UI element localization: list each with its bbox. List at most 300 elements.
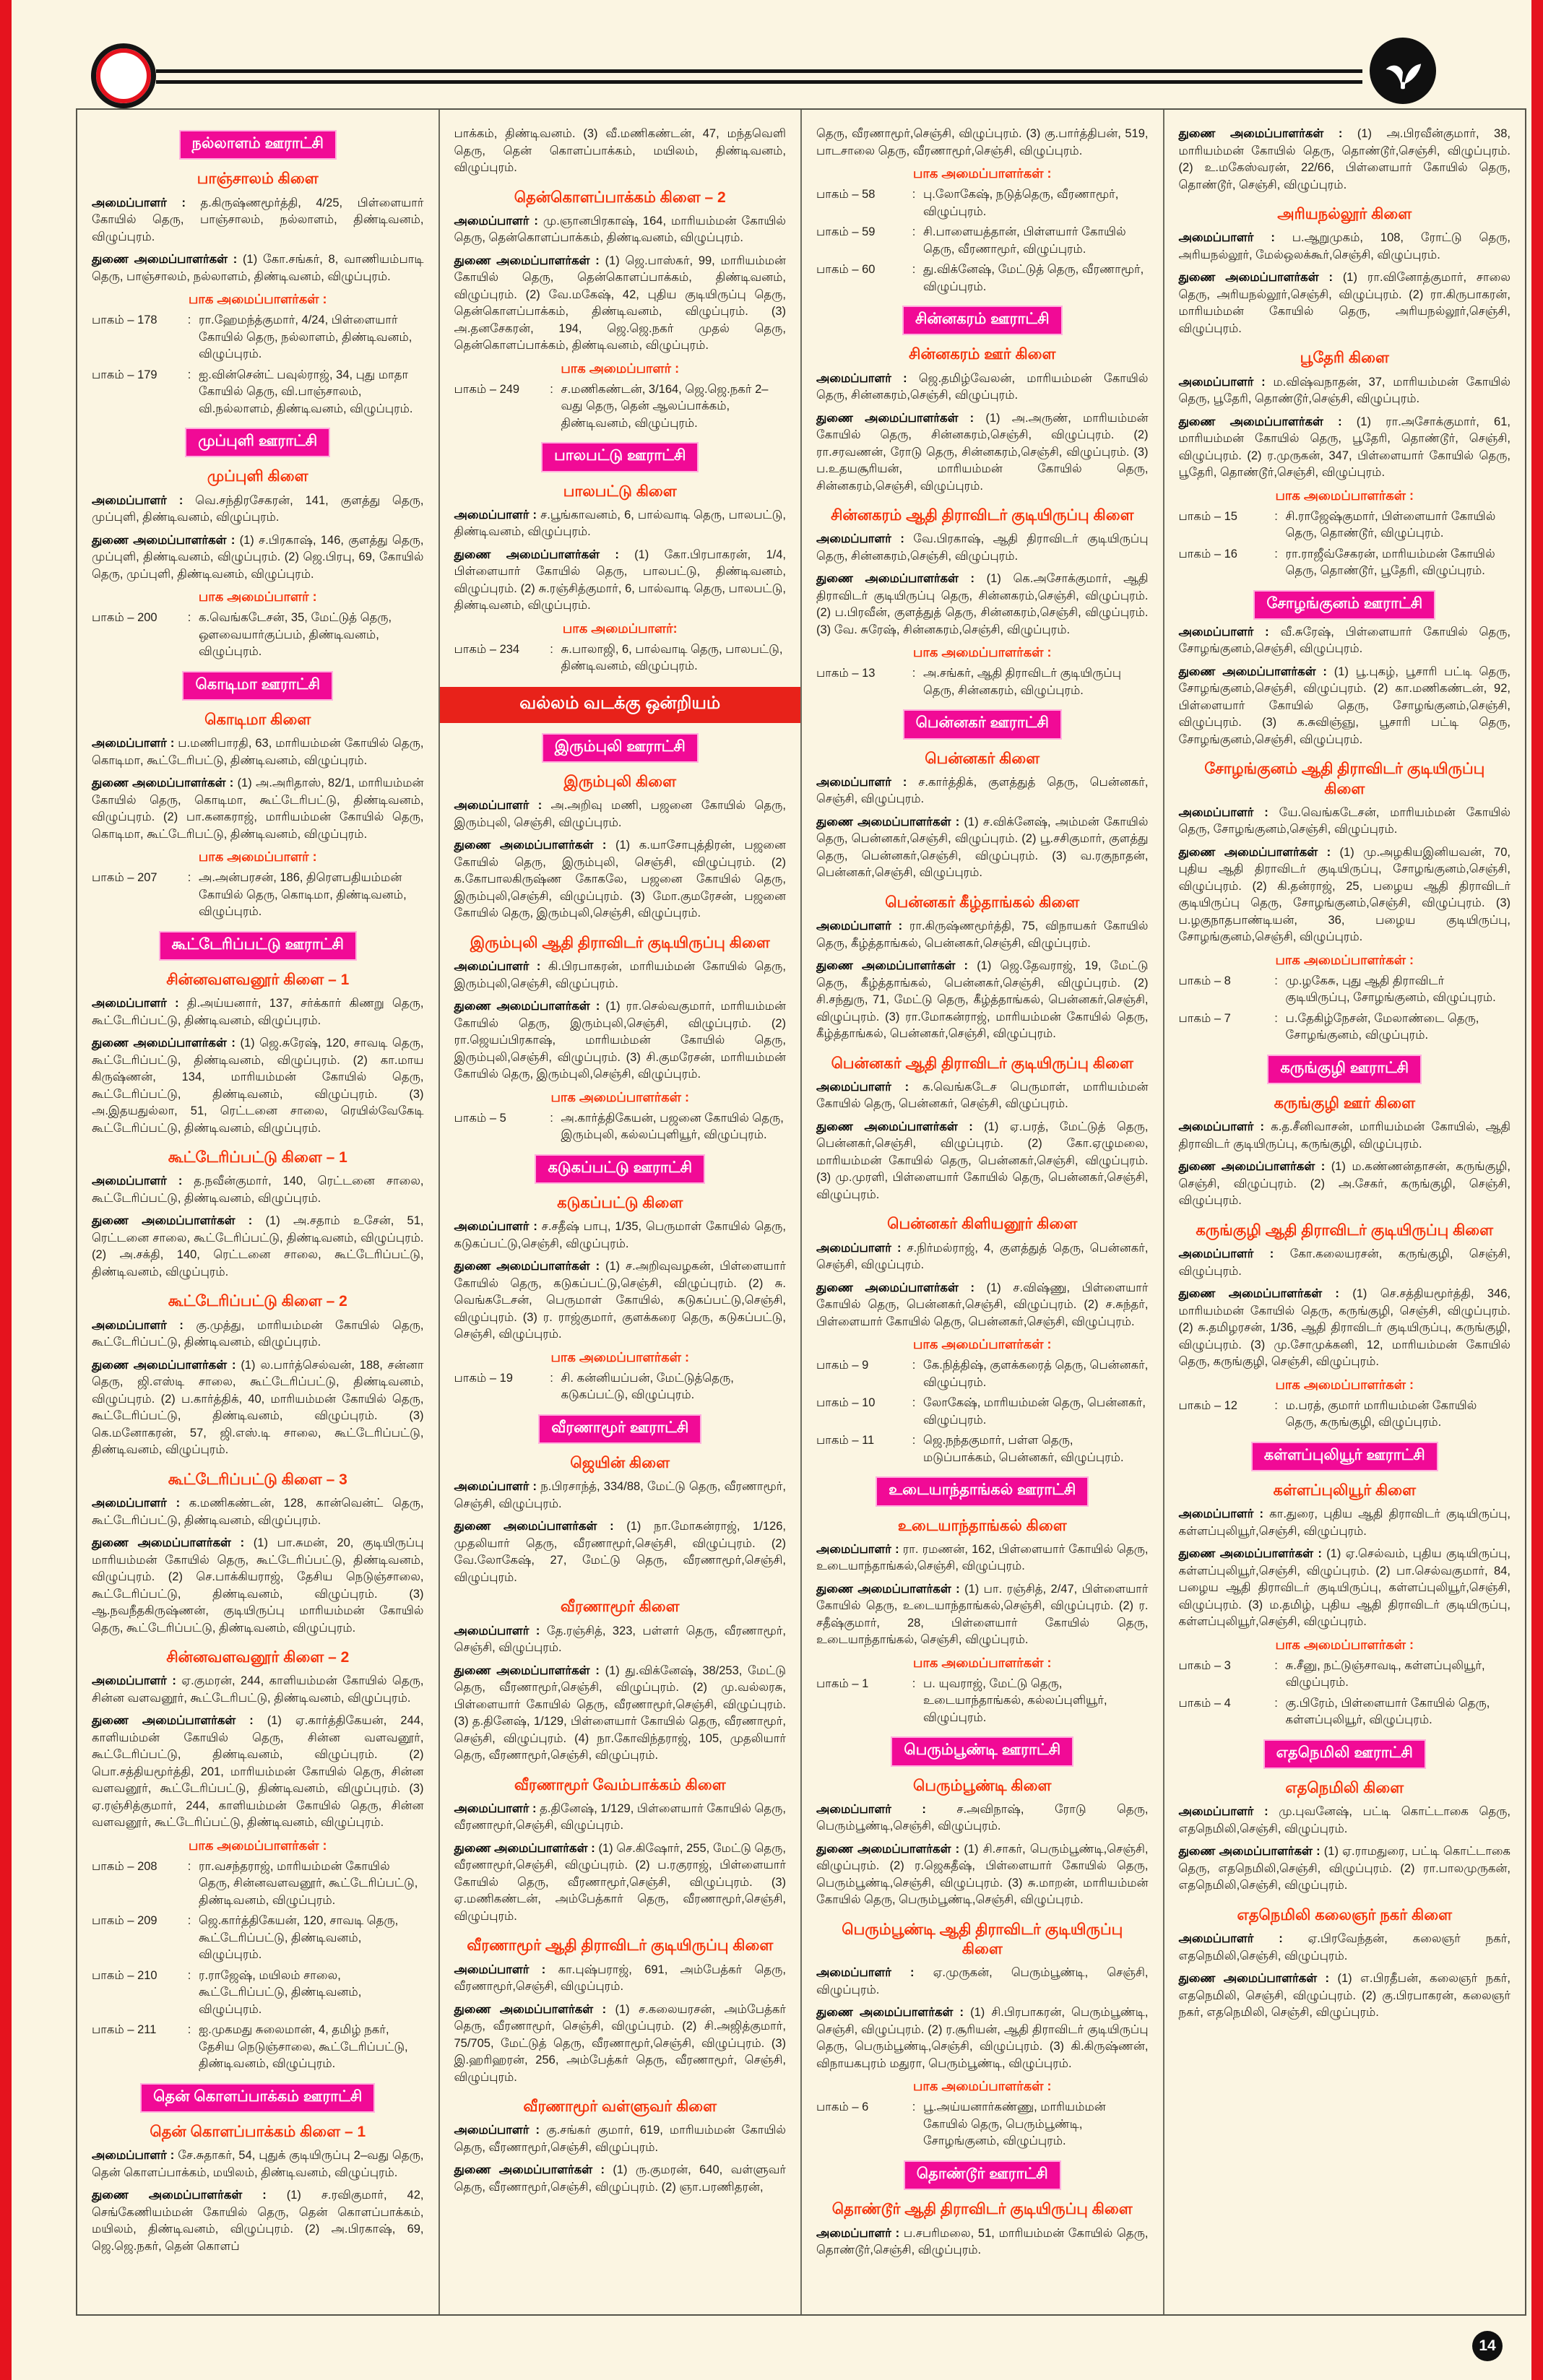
panchayat-header: கருங்குழி ஊராட்சி xyxy=(1268,1056,1420,1083)
body-paragraph: துணை அமைப்பாளர்கள் : (1) அ.அருண், மாரியம்மன் கோயில் தெரு, சின்னகரம்,செஞ்சி, விழுப்புரம். (2) ரா.சரவணன், ரோடு தெரு, சின்னகரம்,செஞ்சி, விழுப்புரம். (3) ப.உதயசூரியன், மாரியம்மன் கோயில் தெரு, சின்னகரம்,செஞ்சி, விழுப்புரம். xyxy=(816,411,1149,493)
part-colon: : xyxy=(187,871,191,885)
branch-header: பெரும்பூண்டி கிளை xyxy=(913,1777,1052,1794)
branch-header: பாலபட்டு கிளை xyxy=(563,483,677,500)
paragraph-lead: அமைப்பாளர் : xyxy=(816,1080,922,1094)
part-number: பாகம் – 59 xyxy=(816,225,876,238)
body-paragraph: அமைப்பாளர் : வே.பிரகாஷ், ஆதி திராவிடர் குடியிருப்பு தெரு, சின்னகரம்,செஞ்சி, விழுப்புரம். xyxy=(816,532,1149,563)
body-paragraph: அமைப்பாளர் : கி.பிரபாகரன், மாரியம்மன் கோயில் தெரு, இரும்புலி,செஞ்சி, விழுப்புரம். xyxy=(454,960,786,990)
part-row xyxy=(816,261,1149,295)
part-colon: : xyxy=(912,263,916,276)
paragraph-lead: அமைப்பாளர் : xyxy=(454,1801,540,1815)
paragraph-lead: துணை அமைப்பாளர்கள் : xyxy=(92,1037,241,1050)
body-paragraph: துணை அமைப்பாளர்கள் : (1) ஜெ.தேவராஜ், 19, மேட்டு தெரு, கீழ்த்தாங்கல், பென்னகர்,செஞ்சி, விழுப்புரம். (2) சி.சந்துரு, 71, மேட்டு தெரு, கீழ்த்தாங்கல், பென்னகர்,செஞ்சி, விழுப்புரம். (3) ரா.மோகன்ராஜ், மாரியம்மன் கோயில் தெரு, கீழ்த்தாங்கல், பென்னகர்,செஞ்சி, விழுப்புரம். xyxy=(816,959,1149,1041)
branch-header: வீரணாமூர் ஆதி திராவிடர் குடியிருப்பு கிளை xyxy=(467,1937,774,1955)
panchayat-header-wrap xyxy=(454,735,787,761)
panchayat-header: எதநெமிலி ஊராட்சி xyxy=(1265,1741,1425,1767)
paragraph-lead: அமைப்பாளர் : xyxy=(816,2226,904,2240)
paragraph-lead: அமைப்பாளர் : xyxy=(92,737,178,750)
paragraph-lead: அமைப்பாளர் : xyxy=(816,775,919,789)
paragraph-lead: துணை அமைப்பாளர்கள் : xyxy=(816,815,964,828)
body-paragraph: துணை அமைப்பாளர்கள் : (1) மு.அழகியஇனியவன், 70, புதிய ஆதி திராவிடர் குடியிருப்பு, சோழங்குனம்,செஞ்சி, விழுப்புரம். (2) கி.தன்ராஜ், 25, பழைய ஆதி திராவிடர் குடியிருப்பு தெரு, சோழங்குனம்,செஞ்சி, விழுப்புரம். (3) ப.ழகுநாதபாண்டியன், 36, பழைய குடியிருப்பு, சோழங்குனம்,செஞ்சி, விழுப்புரம். xyxy=(1178,845,1510,944)
body-paragraph: துணை அமைப்பாளர்கள் : (1) ச.கலையரசன், அம்பேத்கர் தெரு, வீரணாமூர், செஞ்சி, விழுப்புரம். (2) சி.அஜித்குமார், 75/705, மேட்டுத் தெரு, வீரணாமூர்,செஞ்சி, விழுப்புரம். (3) இ.ஹரிஹரன், 256, அம்பேத்கர் தெரு, வீரணாமூர், செஞ்சி, விழுப்புரம். xyxy=(454,2002,786,2084)
body-paragraph: அமைப்பாளர் : ச.அவிநாஷ், ரோடு தெரு, பெரும்பூண்டி,செஞ்சி, விழுப்புரம். xyxy=(816,1802,1149,1833)
panchayat-header: கடுகப்பட்டு ஊராட்சி xyxy=(536,1156,704,1182)
body-paragraph: அமைப்பாளர் : ரா.கிருஷ்ணமூர்த்தி, 75, விநாயகர் கோயில் தெரு, கீழ்த்தாங்கல், பென்னகர்,செஞ்சி, விழுப்புரம். xyxy=(816,919,1149,950)
part-row xyxy=(816,2099,1149,2150)
part-row xyxy=(1179,973,1511,1007)
branch-header: சின்னகரம் ஊர் கிளை xyxy=(909,346,1056,363)
panchayat-header-wrap xyxy=(92,2085,424,2111)
paragraph-lead: துணை அமைப்பாளர்கள் : xyxy=(816,1120,985,1133)
page-edge-left xyxy=(0,0,12,2380)
paragraph-lead: அமைப்பாளர் : xyxy=(454,1220,542,1234)
part-colon: : xyxy=(1274,1011,1278,1025)
part-colon: : xyxy=(912,225,916,238)
part-text: லோகேஷ், மாரியம்மன் தெரு, பென்னகர், விழுப்புரம். xyxy=(923,1396,1146,1427)
body-paragraph: துணை அமைப்பாளர்கள் : (1) செ.சத்தியமூர்த்தி, 346, மாரியம்மன் கோயில் தெரு, கருங்குழி, செஞ்சி, விழுப்புரம். (2) சு.தமிழரசன், 1/36, ஆதி திராவிடர் குடியிருப்பு, கருங்குழி, விழுப்புரம். (3) மு.சோமுக்கனி, 12, மாரியம்மன் கோயில் தெரு, கருங்குழி, செஞ்சி, விழுப்புரம். xyxy=(1178,1287,1510,1369)
branch-header: தொண்டூர் ஆதி திராவிடர் குடியிருப்பு கிளை xyxy=(831,2201,1133,2218)
part-text: சி.பாளையத்தான், பிள்ளயார் கோயில் தெரு, வீரணாமூர், விழுப்புரம். xyxy=(923,225,1126,256)
branch-header: வீரணாமூர் கிளை xyxy=(560,1598,680,1616)
part-text: ரா.ராஜீவ்சேகரன், மாரியம்மன் கோயில் தெரு, தொண்டூர், பூதேரி, விழுப்புரம். xyxy=(1285,547,1495,578)
section-label: பாக அமைப்பாளர் : xyxy=(561,360,680,376)
paragraph-lead: அமைப்பாளர் : xyxy=(816,1802,957,1816)
branch-header: சின்னவளவனூர் கிளை – 2 xyxy=(166,1649,350,1666)
branch-header: வீரணாமூர் வள்ளுவர் கிளை xyxy=(523,2098,717,2116)
panchayat-header: இரும்புலி ஊராட்சி xyxy=(543,735,697,761)
branch-header: முப்புளி கிளை xyxy=(207,468,308,485)
body-paragraph: துணை அமைப்பாளர்கள் : (1) ச.விஷ்ணு, பிள்ளையார் கோயில் தெரு, பென்னகர்,செஞ்சி, விழுப்புரம். (2) ச.சுந்தர், பிள்ளையார் கோயில் தெரு, பென்னகர்,செஞ்சி, விழுப்புரம். xyxy=(816,1281,1149,1328)
body-paragraph: துணை அமைப்பாளர்கள் : (1) து.விக்னேஷ், 38/253, மேட்டு தெரு, வீரணாமூர்,செஞ்சி, விழுப்புரம். (2) மு.வல்லரசு, பிள்ளையார் கோயில் தெரு, வீரணாமூர்,செஞ்சி, விழுப்புரம். (3) த.தினேஷ், 1/129, பிள்ளையார் கோயில் தெரு, வீரணாமூர், செஞ்சி, விழுப்புரம். (4) நா.கோவிந்தராஜ், 105, முதலியார் தெரு, வீரணாமூர்,செஞ்சி, விழுப்புரம். xyxy=(454,1663,786,1762)
body-paragraph: அமைப்பாளர் : ச.பூங்காவனம், 6, பால்வாடி தெரு, பாலபட்டு, திண்டிவனம், விழுப்புரம். xyxy=(454,508,786,539)
body-paragraph: துணை அமைப்பாளர்கள் : (1) ச.பிரகாஷ், 146, குளத்து தெரு, முப்புளி, திண்டிவனம், விழுப்புரம். (2) ஜெ.பிரபு, 69, கோயில் தெரு, முப்புளி, திண்டிவனம், விழுப்புரம். xyxy=(92,533,424,581)
branch-header: ஜெயின் கிளை xyxy=(570,1454,670,1471)
part-number: பாகம் – 7 xyxy=(1178,1011,1231,1025)
paragraph-lead: அமைப்பாளர் : xyxy=(1178,1805,1279,1819)
panchayat-header: வீரணாமூர் ஊராட்சி xyxy=(540,1416,700,1442)
part-number: பாகம் – 1 xyxy=(816,1676,869,1690)
part-number: பாகம் – 5 xyxy=(454,1111,506,1125)
panchayat-header: கொடிமா ஊராட்சி xyxy=(183,672,332,699)
part-row xyxy=(1179,546,1511,580)
panchayat-header-wrap xyxy=(1179,1056,1511,1083)
part-colon: : xyxy=(1274,1696,1278,1710)
body-paragraph: அமைப்பாளர் : கா.புஷ்பராஜ், 691, அம்பேத்கர் தெரு, வீரணாமூர்,செஞ்சி, விழுப்புரம். xyxy=(454,1963,786,1994)
paragraph-lead: துணை அமைப்பாளர்கள் : xyxy=(92,1214,266,1228)
part-row xyxy=(92,2022,424,2073)
body-paragraph: துணை அமைப்பாளர்கள் : (1) பா.சுமன், 20, குடியிருப்பு மாரியம்மன் கோயில் தெரு, கூட்டேரிப்பட்டு, திண்டிவனம், விழுப்புரம். (2) செ.பாக்கியராஜ், தேசிய நெடுஞ்சாலை, கூட்டேரிப்பட்டு, திண்டிவனம், விழுப்புரம். (3) ஆ.நவநீதகிருஷ்ணன், குடியிருப்பு மாரியம்மன் கோயில் தெரு, கூட்டேரிப்பட்டு, திண்டிவனம், விழுப்புரம். xyxy=(92,1536,424,1635)
paragraph-lead: துணை அமைப்பாளர்கள் : xyxy=(92,533,240,547)
paragraph-lead: துணை அமைப்பாளர்கள் : xyxy=(92,253,243,267)
branch-header: பென்னகர் கிளியனூர் கிளை xyxy=(887,1216,1078,1233)
part-row xyxy=(1179,1658,1511,1692)
ring-logo-icon xyxy=(91,43,156,108)
paragraph-lead: அமைப்பாளர் : xyxy=(454,960,548,974)
part-number: பாகம் – 12 xyxy=(1178,1398,1237,1412)
body-paragraph: துணை அமைப்பாளர்கள் : (1) ஏ.செல்வம், புதிய குடியிருப்பு, கள்ளப்புலியூர்,செஞ்சி, விழுப்புரம். (2) பா.செல்வகுமார், 84, பழைய ஆதி திராவிடர் குடியிருப்பு, கள்ளப்புலியூர்,செஞ்சி, விழுப்புரம். (3) ம.தமிழ், புதிய ஆதி திராவிடர் குடியிருப்பு, கள்ளப்புலியூர்,செஞ்சி, விழுப்புரம். xyxy=(1178,1547,1510,1629)
part-text: சு.பாலாஜி, 6, பால்வாடி தெரு, பாலபட்டு, திண்டிவனம், விழுப்புரம். xyxy=(561,642,783,673)
paragraph-lead: துணை அமைப்பாளர்கள் : xyxy=(816,572,987,586)
paragraph-lead: அமைப்பாளர் : xyxy=(816,1241,907,1255)
body-paragraph: அமைப்பாளர் : ச.சதீஷ் பாபு, 1/35, பெருமாள் கோயில் தெரு, கடுகப்பட்டு,செஞ்சி, விழுப்புரம். xyxy=(454,1220,786,1250)
part-number: பாகம் – 207 xyxy=(92,871,157,885)
section-label: பாக அமைப்பாளர்கள் : xyxy=(1275,1637,1414,1652)
branch-header: கொடிமா கிளை xyxy=(204,711,311,728)
masthead-rule xyxy=(156,69,1362,84)
part-number: பாகம் – 58 xyxy=(816,188,876,201)
part-text: ரா.வசந்தராஜ், மாரியம்மன் கோயில் தெரு, சின்னவளவனூர், கூட்டேரிப்பட்டு, திண்டிவனம், விழுப்புரம். xyxy=(199,1859,418,1907)
body-paragraph: அமைப்பாளர் : த.கிருஷ்ணமூர்த்தி, 4/25, பிள்ளையார் கோயில் தெரு, பாஞ்சாலம், நல்லாளம், திண்டிவனம், விழுப்புரம். xyxy=(92,196,424,243)
body-paragraph: துணை அமைப்பாளர்கள் : (1) ரா.அசோக்குமார், 61, மாரியம்மன் கோயில் தெரு, பூதேரி, தொண்டூர், செஞ்சி, விழுப்புரம். (2) ர.முருகன், 347, பிள்ளையார் கோயில் தெரு, பூதேரி, தொண்டூர்,செஞ்சி, விழுப்புரம். xyxy=(1178,415,1510,480)
body-paragraph: அமைப்பாளர் : வெ.சந்திரசேகரன், 141, குளத்து தெரு, முப்புளி, திண்டிவனம், விழுப்புரம். xyxy=(92,493,424,524)
part-colon: : xyxy=(912,188,916,201)
part-colon: : xyxy=(187,313,191,327)
paragraph-lead: அமைப்பாளர் : xyxy=(92,1497,189,1510)
section-label: பாக அமைப்பாளர்கள் : xyxy=(1275,1377,1414,1392)
paragraph-lead: துணை அமைப்பாளர்கள் : xyxy=(1178,1160,1331,1174)
section-label: பாக அமைப்பாளர்கள் : xyxy=(913,166,1052,181)
panchayat-header: சோழங்குனம் ஊராட்சி xyxy=(1255,592,1434,618)
part-text: அ.கார்த்திகேயன், பஜனை கோயில் தெரு, இரும்புலி, கல்லப்புளியூர், விழுப்புரம். xyxy=(561,1111,784,1142)
part-colon: : xyxy=(187,1968,191,1982)
part-number: பாகம் – 13 xyxy=(816,667,876,680)
part-row xyxy=(92,1968,424,2019)
branch-header: கருங்குழி ஊர் கிளை xyxy=(1274,1095,1416,1112)
body-paragraph: அமைப்பாளர் : ச.நிர்மல்ராஜ், 4, குளத்துத் தெரு, பென்னகர், செஞ்சி, விழுப்புரம். xyxy=(816,1241,1149,1272)
panchayat-header: கள்ளப்புலியூர் ஊராட்சி xyxy=(1253,1443,1437,1470)
part-colon: : xyxy=(550,382,553,396)
part-text: பு.லோகேஷ், நடுத்தெரு, வீரணாமூர், விழுப்புரம். xyxy=(923,188,1119,218)
part-text: கே.நித்திஷ், குளக்கரைத் தெரு, பென்னகர், விழுப்புரம். xyxy=(923,1359,1149,1389)
branch-header: பெரும்பூண்டி ஆதி திராவிடர் குடியிருப்பு கிளை xyxy=(842,1921,1123,1958)
column-4 xyxy=(1164,110,1526,2314)
part-row xyxy=(454,641,787,675)
paragraph-lead: துணை அமைப்பாளர்கள் : xyxy=(454,839,615,852)
part-text: சி.ராஜேஷ்குமார், பிள்ளையார் கோயில் தெரு, தொண்டூர், விழுப்புரம். xyxy=(1285,509,1496,540)
part-number: பாகம் – 178 xyxy=(92,313,157,327)
part-number: பாகம் – 179 xyxy=(92,368,157,381)
panchayat-header-wrap xyxy=(816,1478,1149,1505)
part-text: ம.பரத், குமார் மாரியம்மன் கோயில் தெரு, கருங்குழி, விழுப்புரம். xyxy=(1285,1398,1477,1429)
paragraph-lead: துணை அமைப்பாளர்கள் : xyxy=(816,411,986,425)
paragraph-lead: அமைப்பாளர் : xyxy=(454,2124,547,2137)
body-paragraph: அமைப்பாளர் : சே.சுதாகர், 54, புதுக் குடியிருப்பு 2–வது தெரு, தென் கொளப்பாக்கம், மயிலம், திண்டிவனம், விழுப்புரம். xyxy=(92,2149,424,2179)
panchayat-header-wrap xyxy=(1179,1741,1511,1767)
paragraph-lead: அமைப்பாளர் : xyxy=(92,997,187,1011)
part-colon: : xyxy=(187,1859,191,1873)
body-paragraph: அமைப்பாளர் : மு.புவனேஷ், பட்டி கொட்டாகை தெரு, எதநெமிலி,செஞ்சி, விழுப்புரம். xyxy=(1178,1805,1510,1835)
paragraph-lead: துணை அமைப்பாளர்கள் : xyxy=(1178,1845,1324,1858)
body-paragraph: துணை அமைப்பாளர்கள் : (1) ஜெ.சுரேஷ், 120, சாவடி தெரு, கூட்டேரிப்பட்டு, திண்டிவனம், விழுப்புரம். (2) கா.மாய கிருஷ்ணன், 134, மாரியம்மன் கோயில் தெரு, கூட்டேரிப்பட்டு, திண்டிவனம், விழுப்புரம். (3) அ.இதயதுல்லா, 51, ரெட்டனை சாலை, ரெயில்வேகேடி கூட்டேரிப்பட்டு, திண்டிவனம், விழுப்புரம். xyxy=(92,1037,424,1135)
part-number: பாகம் – 60 xyxy=(816,263,876,276)
part-text: ஜெ.நந்தகுமார், பள்ள தெரு, மடுப்பாக்கம், பென்னகர், விழுப்புரம். xyxy=(923,1434,1124,1464)
branch-header: தென்கொளப்பாக்கம் கிளை – 2 xyxy=(514,189,726,206)
branch-header: இரும்புலி கிளை xyxy=(563,774,677,791)
section-label: பாக அமைப்பாளர்கள் : xyxy=(1275,952,1414,967)
part-colon: : xyxy=(550,1111,553,1125)
part-number: பாகம் – 208 xyxy=(92,1859,157,1873)
paragraph-lead: அமைப்பாளர் : xyxy=(1178,1507,1270,1521)
part-row xyxy=(1179,1695,1511,1729)
body-paragraph: துணை அமைப்பாளர்கள் : (1) க.யாசோபுத்திரன், பஜனை கோயில் தெரு, இரும்புலி, செஞ்சி, விழுப்புரம். (2) க.கோபாலகிருஷ்ண கோகலே, பஜனை கோயில் தெரு, இரும்புலி,செஞ்சி, விழுப்புரம். (3) மோ.குமரேசன், பஜனை கோயில் தெரு, இரும்புலி,செஞ்சி, விழுப்புரம். xyxy=(454,839,786,920)
panchayat-header: பென்னகர் ஊராட்சி xyxy=(904,711,1060,737)
part-number: பாகம் – 234 xyxy=(454,642,520,656)
body-paragraph: அமைப்பாளர் : ப.சபரிமலை, 51, மாரியம்மன் கோயில் தெரு, தொண்டூர்,செஞ்சி, விழுப்புரம். xyxy=(816,2226,1149,2257)
part-text: ஐ.முகமது சுலைமான், 4, தமிழ் நகர், தேசிய நெடுஞ்சாலை, கூட்டேரிப்பட்டு, திண்டிவனம், விழுப்புரம். xyxy=(199,2023,408,2071)
part-colon: : xyxy=(187,1914,191,1928)
branch-header: உடையாந்தாங்கல் கிளை xyxy=(897,1517,1067,1534)
page-number: 14 xyxy=(1479,2337,1496,2354)
part-colon: : xyxy=(550,1371,553,1385)
paragraph-lead: துணை அமைப்பாளர்கள் : xyxy=(454,1663,605,1677)
body-paragraph: அமைப்பாளர் : கா.துரை, புதிய ஆதி திராவிடர் குடியிருப்பு, கள்ளப்புலியூர்,செஞ்சி, விழுப்புரம். xyxy=(1178,1507,1511,1538)
body-paragraph: அமைப்பாளர் : த.தினேஷ், 1/129, பிள்ளையார் கோயில் தெரு, வீரணாமூர்,செஞ்சி, விழுப்புரம். xyxy=(454,1801,786,1832)
branch-header: கள்ளப்புலியூர் கிளை xyxy=(1273,1482,1417,1500)
body-paragraph: துணை அமைப்பாளர்கள் : (1) அ.சதாம் உசேன், 51, ரெட்டனை சாலை, கூட்டேரிப்பட்டு, திண்டிவனம், விழுப்புரம். (2) அ.சக்தி, 140, ரெட்டனை சாலை, கூட்டேரிப்பட்டு, திண்டிவனம், விழுப்புரம். xyxy=(92,1214,424,1278)
section-label: பாக அமைப்பாளர்கள் : xyxy=(913,2079,1052,2094)
body-paragraph: துணை அமைப்பாளர்கள் : (1) ச.ரவிகுமார், 42, செங்கேணியம்மன் கோயில் தெரு, தென் கொளப்பாக்கம், மயிலம், திண்டிவனம், விழுப்புரம். (2) அ.பிரகாஷ், 69, ஜெ.ஜெ.நகர், தென் கொளப் xyxy=(92,2189,424,2253)
part-row xyxy=(454,1370,787,1404)
part-number: பாகம் – 3 xyxy=(1178,1658,1231,1672)
body-paragraph: துணை அமைப்பாளர்கள் : (1) ஏ.ராமதுரை, பட்டி கொட்டாகை தெரு, எதநெமிலி,செஞ்சி, விழுப்புரம். (2) ரா.பாலமுருகன், எதநெமிலி,செஞ்சி, விழுப்புரம். xyxy=(1178,1845,1510,1892)
panchayat-header: நல்லாளம் ஊராட்சி xyxy=(181,131,335,158)
part-text: சு.சீனு, நட்டுஞ்சாவடி, கள்ளப்புலியூர், விழுப்புரம். xyxy=(1285,1658,1485,1689)
branch-header: கருங்குழி ஆதி திராவிடர் குடியிருப்பு கிளை xyxy=(1196,1221,1494,1239)
paragraph-lead: துணை அமைப்பாளர்கள் : xyxy=(1178,271,1343,285)
part-row xyxy=(816,1357,1149,1391)
part-number: பாகம் – 11 xyxy=(816,1434,875,1448)
paragraph-lead: அமைப்பாளர் : xyxy=(92,1674,182,1688)
paragraph-lead: அமைப்பாளர் : xyxy=(816,1966,933,1980)
part-text: பூ.அய்யனார்கண்ணு, மாரியம்மன் கோயில் தெரு, பெரும்பூண்டி, சோழங்குனம், விழுப்புரம். xyxy=(923,2100,1106,2148)
branch-header: பென்னகர் ஆதி திராவிடர் குடியிருப்பு கிளை xyxy=(831,1055,1133,1072)
part-row xyxy=(816,665,1149,699)
part-row xyxy=(92,312,424,363)
body-paragraph: துணை அமைப்பாளர்கள் : (1) ல.பார்த்செல்வன், 188, சன்னா தெரு, ஜி.எஸ்டி சாலை, கூட்டேரிப்பட்டு, திண்டிவனம், விழுப்புரம். (2) ப.கார்த்திக், 40, மாரியம்மன் கோயில் தெரு, கூட்டேரிப்பட்டு, திண்டிவனம், விழுப்புரம். (3) கெ.மனோகரன், 57, ஜி.எஸ்.டி சாலை, கூட்டேரிப்பட்டு, திண்டிவனம், விழுப்புரம். xyxy=(92,1358,424,1457)
branch-header: எதநெமிலி கலைஞர் நகர் கிளை xyxy=(1237,1906,1453,1924)
section-label: பாக அமைப்பாளர்கள் : xyxy=(913,645,1052,660)
body-paragraph: அமைப்பாளர் : க.வெங்கடேச பெருமாள், மாரியம்மன் கோயில் தெரு, பென்னகர், செஞ்சி, விழுப்புரம். xyxy=(816,1080,1149,1111)
branch-header: கூட்டேரிப்பட்டு கிளை – 2 xyxy=(168,1293,347,1310)
paragraph-lead: துணை அமைப்பாளர்கள் : xyxy=(816,1842,964,1856)
part-number: பாகம் – 200 xyxy=(92,611,157,625)
panchayat-header-wrap xyxy=(816,2162,1149,2189)
part-row xyxy=(816,1432,1149,1466)
part-number: பாகம் – 209 xyxy=(92,1914,157,1928)
section-label: பாக அமைப்பாளர்: xyxy=(562,620,678,636)
body-paragraph: அமைப்பாளர் : ப.ஆறுமுகம், 108, ரோட்டு தெரு, அரியநல்லூர், மேல்ஒலக்கூர்,செஞ்சி, விழுப்புரம். xyxy=(1178,231,1511,261)
part-row xyxy=(1179,509,1511,542)
part-colon: : xyxy=(912,1396,916,1410)
paragraph-lead: அமைப்பாளர் : xyxy=(816,919,909,933)
branch-header: சின்னகரம் ஆதி திராவிடர் குடியிருப்பு கிளை xyxy=(830,507,1134,524)
paragraph-lead: அமைப்பாளர் : xyxy=(92,1318,196,1332)
paragraph-lead: துணை அமைப்பாளர்கள் : xyxy=(454,1841,599,1855)
paragraph-lead: துணை அமைப்பாளர்கள் : xyxy=(454,1520,627,1533)
paragraph-lead: அமைப்பாளர் : xyxy=(454,508,541,522)
panchayat-header-wrap xyxy=(92,672,424,699)
part-row xyxy=(1179,1398,1511,1432)
body-paragraph: அமைப்பாளர் : கு.சங்கர் குமார், 619, மாரியம்மன் கோயில் தெரு, வீரணாமூர்,செஞ்சி, விழுப்புரம். xyxy=(454,2124,786,2154)
panchayat-header-wrap xyxy=(816,1738,1149,1765)
part-colon: : xyxy=(187,611,191,625)
body-paragraph: துணை அமைப்பாளர்கள் : (1) ரா.வினோத்குமார், சாலை தெரு, அரியநல்லூர்,செஞ்சி, விழுப்புரம். (2) ரா.கிருபாகரன், மாரியம்மன் கோயில் தெரு, அரியநல்லூர்,செஞ்சி, விழுப்புரம். xyxy=(1178,271,1510,335)
paragraph-lead: அமைப்பாளர் : xyxy=(1178,231,1292,245)
body-paragraph: துணை அமைப்பாளர்கள் : (1) பா. ரஞ்சித், 2/47, பிள்ளையார் கோயில் தெரு, உடையாந்தாங்கல்,செஞ்சி, விழுப்புரம். (2) ர. சதீஷ்குமார், 28, பிள்ளையார் கோயில் தெரு, உடையாந்தாங்கல், செஞ்சி, விழுப்புரம். xyxy=(816,1582,1149,1647)
panchayat-header: தொண்டூர் ஊராட்சி xyxy=(905,2162,1060,2189)
part-colon: : xyxy=(1274,1658,1278,1672)
body-paragraph: பாக்கம், திண்டிவனம். (3) வீ.மணிகண்டன், 47, மந்தவெளி தெரு, தென் கொளப்பாக்கம், மயிலம், திண்டிவனம், விழுப்புரம். xyxy=(454,127,786,174)
body-paragraph: துணை அமைப்பாளர்கள் : (1) பூ.புகழ், பூசாரி பட்டி தெரு, சோழங்குனம்,செஞ்சி, விழுப்புரம். (2) கா.மணிகண்டன், 92, பிள்ளையார் கோயில் தெரு, சோழங்குனம்,செஞ்சி, விழுப்புரம். (3) க.சுவிஞ்ஞு, பூசாரி பட்டி தெரு, சோழங்குனம்,செஞ்சி, விழுப்புரம். xyxy=(1178,665,1510,746)
part-colon: : xyxy=(912,1434,916,1448)
body-paragraph: அமைப்பாளர் : ஏ.பிரவேந்தன், கலைஞர் நகர், எதநெமிலி,செஞ்சி, விழுப்புரம். xyxy=(1178,1932,1510,1963)
part-text: மு.ழகேசு, புது ஆதி திராவிடர் குடியிருப்பு, சோழங்குனம், விழுப்புரம். xyxy=(1285,974,1496,1005)
body-paragraph: துணை அமைப்பாளர்கள் : (1) ஏ.கார்த்திகேயன், 244, காளியம்மன் கோயில் தெரு, சின்ன வளவனூர், கூட்டேரிப்பட்டு, திண்டிவனம், விழுப்புரம். (2) பொ.சத்தியமூர்த்தி, 201, மாரியம்மன் கோயில் தெரு, சின்ன வளவனூர், கூட்டேரிப்பட்டு, திண்டிவனம், விழுப்புரம். (3) ஏ.ரஞ்சித்குமார், 244, காளியம்மன் கோயில் தெரு, சின்ன வளவனூர், கூட்டேரிப்பட்டு, திண்டிவனம், விழுப்புரம். xyxy=(92,1714,424,1830)
page-edge-right xyxy=(1531,0,1543,2380)
body-paragraph: துணை அமைப்பாளர்கள் : (1) சி.பிரபாகரன், பெரும்பூண்டி, செஞ்சி, விழுப்புரம். (2) ர.சூரியன், ஆதி திராவிடர் குடியிருப்பு தெரு, பெரும்பூண்டி,செஞ்சி, விழுப்புரம். (3) கி.கிருஷ்ணன், விநாயகபுரம் மதுரா, பெரும்பூண்டி, விழுப்புரம். xyxy=(816,2006,1149,2070)
part-number: பாகம் – 16 xyxy=(1178,547,1237,561)
branch-header: கடுகப்பட்டு கிளை xyxy=(557,1194,683,1211)
paragraph-lead: துணை அமைப்பாளர்கள் : xyxy=(1178,1287,1353,1301)
panchayat-header-wrap xyxy=(454,1416,787,1442)
paragraph-lead: அமைப்பாளர் : xyxy=(454,1480,541,1494)
body-paragraph: துணை அமைப்பாளர்கள் : (1) ரு.குமரன், 640, வள்ளுவர் தெரு, வீரணாமூர்,செஞ்சி, விழுப்புரம். (2) ஞா.பரணிதரன், xyxy=(454,2163,786,2194)
branch-header: அரியநல்லூர் கிளை xyxy=(1277,206,1412,222)
union-band: வல்லம் வடக்கு ஒன்றியம் xyxy=(440,687,801,723)
part-colon: : xyxy=(187,2023,191,2037)
body-paragraph: துணை அமைப்பாளர்கள் : (1) அ.பிரவீன்குமார், 38, மாரியம்மன் கோயில் தெரு, தொண்டூர்,செஞ்சி, விழுப்புரம். (2) உ.மகேஸ்வரன், 22/66, பிள்ளையார் கோயில் தெரு, தொண்டூர், செஞ்சி, விழுப்புரம். xyxy=(1178,127,1510,191)
panchayat-header-wrap xyxy=(1179,1443,1511,1470)
section-label: பாக அமைப்பாளர் : xyxy=(198,849,317,865)
part-row xyxy=(816,1395,1149,1429)
part-text: ர.ராஜேஷ், மயிலம் சாலை, கூட்டேரிப்பட்டு, திண்டிவனம், விழுப்புரம். xyxy=(199,1968,362,2016)
body-paragraph: அமைப்பாளர் : மு.ஞானபிரகாஷ், 164, மாரியம்மன் கோயில் தெரு, தென்கொளப்பாக்கம், திண்டிவனம், விழுப்புரம். xyxy=(454,214,787,245)
paragraph-lead: துணை அமைப்பாளர்கள் : xyxy=(92,2189,287,2202)
part-colon: : xyxy=(1274,974,1278,987)
body-paragraph: அமைப்பாளர் : கோ.கலையரசன், கருங்குழி, செஞ்சி, விழுப்புரம். xyxy=(1178,1247,1510,1278)
body-paragraph: துணை அமைப்பாளர்கள் : (1) ச.விக்னேஷ், அம்மன் கோயில் தெரு, பென்னகர்,செஞ்சி, விழுப்புரம். (2) பூ.சசிகுமார், குளத்து தெரு, பென்னகர்,செஞ்சி, விழுப்புரம். (3) வ.ரகுநாதன், பென்னகர்,செஞ்சி, விழுப்புரம். xyxy=(816,815,1149,880)
paragraph-lead: அமைப்பாளர் : xyxy=(1178,1120,1271,1134)
panchayat-header-wrap xyxy=(92,131,424,158)
panchayat-header: சின்னகரம் ஊராட்சி xyxy=(904,307,1061,334)
paragraph-lead: துணை அமைப்பாளர்கள் : xyxy=(816,959,977,973)
body-paragraph: அமைப்பாளர் : ஏ.குமரன், 244, காளியம்மன் கோயில் தெரு, சின்ன வளவனூர், கூட்டேரிபட்டு, திண்டிவனம், விழுப்புரம். xyxy=(92,1674,424,1705)
part-text: ரா.ஹேமந்த்குமார், 4/24, பிள்ளையார் கோயில் தெரு, நல்லாளம், திண்டிவனம், விழுப்புரம். xyxy=(199,313,412,361)
section-label: பாக அமைப்பாளர்கள் : xyxy=(550,1349,689,1364)
part-colon: : xyxy=(187,368,191,381)
paragraph-lead: துணை அமைப்பாளர்கள் : xyxy=(1178,415,1357,428)
body-paragraph: துணை அமைப்பாளர்கள் : (1) கெ.அசோக்குமார், ஆதி திராவிடர் குடியிருப்பு தெரு, சின்னகரம்,செஞ்சி, விழுப்புரம். (2) ப.பிரவீன், குளத்துத் தெரு, சின்னகரம்,செஞ்சி, விழுப்புரம். (3) வே. சுரேஷ், சின்னகரம்,செஞ்சி, விழுப்புரம். xyxy=(816,572,1149,636)
branch-header: கூட்டேரிப்பட்டு கிளை – 1 xyxy=(168,1149,347,1167)
panchayat-header-wrap xyxy=(1179,592,1511,618)
paragraph-lead: அமைப்பாளர் : xyxy=(1178,625,1281,639)
body-paragraph: துணை அமைப்பாளர்கள் : (1) ச.அறிவுவழகன், பிள்ளையார் கோயில் தெரு, கடுகப்பட்டு,செஞ்சி, விழுப்புரம். (2) சு. வெங்கடேசன், பெருமாள் கோயில், கடுகப்பட்டு,செஞ்சி, விழுப்புரம். (3) ர. ராஜ்குமார், குளக்கரை தெரு, கடுகப்பட்டு, செஞ்சி, விழுப்புரம். xyxy=(454,1260,786,1341)
body-paragraph: துணை அமைப்பாளர்கள் : (1) நா.மோகன்ராஜ், 1/126, முதலியார் தெரு, வீரணாமூர்,செஞ்சி, விழுப்புரம். (2) வே.லோகேஷ், 27, மேட்டு தெரு, வீரணாமூர்,செஞ்சி, விழுப்புரம். xyxy=(454,1520,786,1584)
body-paragraph: துணை அமைப்பாளர்கள் : (1) அ.அரிதாஸ், 82/1, மாரியம்மன் கோயில் தெரு, கொடிமா, கூட்டேரிபட்டு, திண்டிவனம், விழுப்புரம். (2) பா.கனகராஜ், மாரியம்மன் கோயில் தெரு, கொடிமா, கூட்டேரிபட்டு, திண்டிவனம், விழுப்புரம். xyxy=(92,776,424,841)
part-number: பாகம் – 6 xyxy=(816,2100,869,2114)
part-number: பாகம் – 10 xyxy=(816,1396,876,1410)
panchayat-header-wrap xyxy=(454,1156,787,1182)
paragraph-lead: துணை அமைப்பாளர்கள் : xyxy=(92,776,238,790)
paragraph-lead: அமைப்பாளர் : xyxy=(1178,1932,1308,1946)
part-number: பாகம் – 4 xyxy=(1178,1696,1231,1710)
body-paragraph: அமைப்பாளர் : க.மணிகண்டன், 128, கான்வென்ட் தெரு, கூட்டேரிப்பட்டு, திண்டிவனம், விழுப்புரம். xyxy=(92,1497,424,1527)
part-row xyxy=(454,1110,787,1144)
paragraph-lead: அமைப்பாளர் : xyxy=(92,196,201,209)
panchayat-header: தென் கொளப்பாக்கம் ஊராட்சி xyxy=(142,2085,373,2111)
paragraph-lead: அமைப்பாளர் : xyxy=(92,493,196,507)
branch-header: கூட்டேரிப்பட்டு கிளை – 3 xyxy=(168,1471,347,1488)
two-leaves-icon xyxy=(1370,38,1436,104)
part-row xyxy=(816,186,1149,220)
body-paragraph: அமைப்பாளர் : தே.ரஞ்சித், 323, பள்ளர் தெரு, வீரணாமூர், செஞ்சி, விழுப்புரம். xyxy=(454,1624,786,1655)
panchayat-header: உடையாந்தாங்கல் ஊராட்சி xyxy=(877,1478,1087,1505)
part-number: பாகம் – 8 xyxy=(1178,974,1231,987)
part-text: அ.சங்கர், ஆதி திராவிடர் குடியிருப்பு தெரு, சின்னகரம், விழுப்புரம். xyxy=(923,667,1122,697)
part-text: ப.தேகிழ்நேசன், மேலாண்டை தெரு, சோழங்குனம், விழுப்புரம். xyxy=(1285,1011,1479,1042)
branch-header: வீரணாமூர் வேம்பாக்கம் கிளை xyxy=(514,1776,726,1793)
body-paragraph: அமைப்பாளர் : க.த.சீனிவாசன், மாரியம்மன் கோயில், ஆதி திராவிடர் குடியிருப்பு, கருங்குழி, விழுப்புரம். xyxy=(1178,1120,1511,1151)
content-box xyxy=(76,108,1526,2316)
branch-header: சோழங்குனம் ஆதி திராவிடர் குடியிருப்பு கிளை xyxy=(1204,761,1485,797)
branch-header: பென்னகர் கிளை xyxy=(925,750,1040,767)
body-paragraph: அமைப்பாளர் : ப.மணிபாரதி, 63, மாரியம்மன் கோயில் தெரு, கொடிமா, கூட்டேரிபட்டு, திண்டிவனம், விழுப்புரம். xyxy=(92,737,424,767)
part-text: ஐ.வின்சென்ட் பவுல்ராஜ், 34, புது மாதா கோயில் தெரு, வி.பாஞ்சாலம், வி.நல்லாளம், திண்டிவனம், விழுப்புரம். xyxy=(199,368,413,415)
paragraph-lead: துணை அமைப்பாளர்கள் : xyxy=(454,2163,613,2177)
part-colon: : xyxy=(1274,547,1278,561)
body-paragraph: துணை அமைப்பாளர்கள் : (1) ஜெ.பாஸ்கர், 99, மாரியம்மன் கோயில் தெரு, தென்கொளப்பாக்கம், திண்டிவனம், விழுப்புரம். (2) வே.மகேஷ், 42, புதிய குடியிருப்பு தெரு, தென்கொளப்பாக்கம், திண்டிவனம், விழுப்புரம். (3) அ.தனசேகரன், 194, ஜெ.ஜெ.நகர் முதல் தெரு, தென்கொளப்பாக்கம், திண்டிவனம், விழுப்புரம். xyxy=(454,254,786,352)
paragraph-lead: துணை அமைப்பாளர்கள் : xyxy=(1178,127,1357,140)
branch-header: பென்னகர் கீழ்தாங்கல் கிளை xyxy=(885,893,1080,911)
column-2 xyxy=(440,110,803,2314)
part-row xyxy=(816,224,1149,258)
panchayat-header: கூட்டேரிப்பட்டு ஊராட்சி xyxy=(160,932,355,959)
part-row xyxy=(1179,1011,1511,1044)
paragraph-lead: துணை அமைப்பாளர்கள் : xyxy=(816,1582,965,1596)
paragraph-lead: துணை அமைப்பாளர்கள் : xyxy=(454,548,635,561)
paragraph-lead: துணை அமைப்பாளர்கள் : xyxy=(454,1260,605,1273)
part-text: கு.பிரேம், பிள்ளையார் கோயில் தெரு, கள்ளப்புலியூர், விழுப்புரம். xyxy=(1285,1696,1490,1727)
paragraph-lead: துணை அமைப்பாளர்கள் : xyxy=(454,1000,606,1013)
section-label: பாக அமைப்பாளர்கள் : xyxy=(189,1838,327,1853)
paragraph-lead: துணை அமைப்பாளர்கள் : xyxy=(1178,665,1334,678)
paragraph-lead: துணை அமைப்பாளர்கள் : xyxy=(1178,1547,1327,1561)
part-row xyxy=(92,1913,424,1964)
column-1 xyxy=(77,110,440,2314)
paragraph-lead: துணை அமைப்பாளர்கள் : xyxy=(816,1281,987,1294)
section-label: பாக அமைப்பாளர்கள் : xyxy=(913,1655,1052,1670)
branch-header: தென் கொளப்பாக்கம் கிளை – 1 xyxy=(150,2124,366,2141)
branch-header: பூதேரி கிளை xyxy=(1300,350,1389,367)
part-number: பாகம் – 210 xyxy=(92,1968,157,1982)
page-number-badge xyxy=(1472,2331,1503,2361)
column-3 xyxy=(802,110,1164,2314)
paragraph-lead: துணை அமைப்பாளர்கள் : xyxy=(92,1536,254,1550)
part-row xyxy=(816,1676,1149,1727)
part-row xyxy=(454,381,787,433)
paragraph-lead: அமைப்பாளர் : xyxy=(92,1174,194,1188)
part-number: பாகம் – 19 xyxy=(454,1371,513,1385)
body-paragraph: அமைப்பாளர் : ஜெ.தமிழ்வேலன், மாரியம்மன் கோயில் தெரு, சின்னகரம்,செஞ்சி, விழுப்புரம். xyxy=(816,371,1149,402)
paragraph-lead: துணை அமைப்பாளர்கள் : xyxy=(1178,1972,1338,1986)
part-number: பாகம் – 249 xyxy=(454,382,520,396)
panchayat-header-wrap xyxy=(92,932,424,959)
part-row xyxy=(92,870,424,921)
part-colon: : xyxy=(1274,1398,1278,1412)
paragraph-lead: அமைப்பாளர் : xyxy=(454,1624,547,1637)
paragraph-lead: துணை அமைப்பாளர்கள் : xyxy=(816,2006,971,2020)
part-row xyxy=(92,610,424,661)
